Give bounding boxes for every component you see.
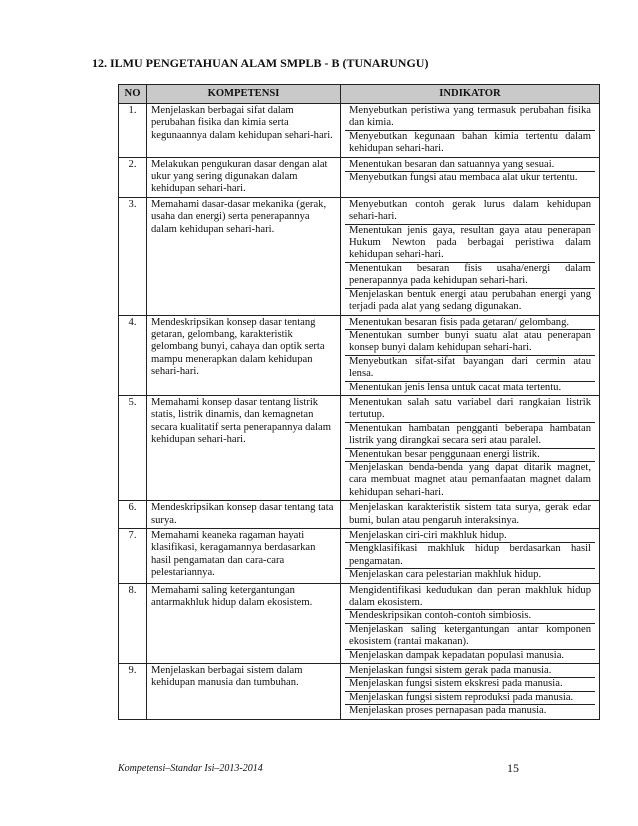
indikator-cell (341, 583, 600, 663)
section-heading: 12. ILMU PENGETAHUAN ALAM SMPLB - B (TUNARUNGU) (92, 56, 429, 70)
row-number: 9. (119, 664, 147, 720)
page-number: 15 (507, 761, 519, 775)
table-row (119, 529, 600, 584)
indikator-item: Menjelaskan ciri-ciri makhluk hidup. (345, 530, 595, 543)
kompetensi-cell: Menjelaskan berbagai sifat dalam perubahan fisika dan kimia serta kegunaannya dalam kehidupan sehari-hari. (147, 104, 341, 158)
row-number: 6. (119, 501, 147, 529)
indikator-item: Menjelaskan fungsi sistem ekskresi pada manusia. (345, 678, 595, 691)
kompetensi-cell: Mendeskripsikan konsep dasar tentang getaran, gelombang, karakteristik gelombang bunyi, cahaya dan optik serta mampu menerapkan dalam kehidupan sehari-hari. (147, 315, 341, 395)
indikator-item: Menjelaskan karakteristik sistem tata surya, gerak edar bumi, bulan atau pengaruh interaksinya. (349, 502, 591, 526)
indikator-item: Menjelaskan bentuk energi atau perubahan energi yang terjadi pada alat yang sedang digunakan. (349, 288, 591, 313)
indikator-item: Menjelaskan saling ketergantungan antar komponen ekosistem (rantai makanan). (345, 624, 595, 650)
table-header-row (119, 85, 600, 104)
kompetensi-cell: Menjelaskan berbagai sistem dalam kehidupan manusia dan tumbuhan. (147, 664, 341, 720)
indikator-item: Menyebutkan peristiwa yang termasuk perubahan fisika dan kimia. (345, 105, 595, 131)
indikator-item: Menjelaskan fungsi sistem reproduksi pada manusia. (345, 692, 595, 705)
table-row (119, 157, 600, 197)
indikator-cell (341, 501, 600, 529)
indikator-item: Menyebutkan fungsi atau membaca alat ukur tertentu. (349, 172, 578, 184)
indikator-cell (341, 197, 600, 315)
indikator-item: Menyebutkan contoh gerak lurus dalam kehidupan sehari-hari. (345, 199, 595, 225)
indikator-cell (341, 157, 600, 197)
table-row (119, 664, 600, 720)
indikator-item: Menjelaskan benda-benda yang dapat ditarik magnet, cara membuat magnet atau pemanfaatan magnet dalam kehidupan sehari-hari. (349, 461, 591, 498)
indikator-item: Menentukan sumber bunyi suatu alat atau penerapan konsep bunyi dalam kehidupan sehari-hari. (345, 330, 595, 356)
indikator-item: Menentukan salah satu variabel dari rangkaian listrik tertutup. (345, 397, 595, 423)
indikator-item: Menentukan besaran fisis usaha/energi dalam penerapannya pada kehidupan sehari-hari. (345, 263, 595, 289)
indikator-item: Menjelaskan cara pelestarian makhluk hidup. (349, 569, 542, 581)
indikator-item: Menyebutkan sifat-sifat bayangan dari cermin atau lensa. (345, 356, 595, 382)
indikator-item: Menentukan hambatan pengganti beberapa hambatan listrik yang dirangkai secara seri atau paralel. (345, 423, 595, 449)
indikator-item: Menentukan jenis gaya, resultan gaya atau penerapan Hukum Newton pada berbagai peristiwa dalam kehidupan sehari-hari. (345, 225, 595, 263)
kompetensi-cell: Mendeskripsikan konsep dasar tentang tata surya. (147, 501, 341, 529)
indikator-item: Menentukan jenis lensa untuk cacat mata tertentu. (349, 381, 562, 393)
indikator-item: Mengklasifikasi makhluk hidup berdasarkan hasil pengamatan. (345, 543, 595, 569)
table-row (119, 583, 600, 663)
indikator-item: Mengidentifikasi kedudukan dan peran makhluk hidup dalam ekosistem. (345, 585, 595, 611)
indikator-item: Menjelaskan proses pernapasan pada manusia. (349, 705, 547, 717)
row-number: 1. (119, 104, 147, 158)
row-number: 5. (119, 395, 147, 500)
indikator-item: Mendeskripsikan contoh-contoh simbiosis. (345, 610, 595, 623)
indikator-item: Menentukan besaran fisis pada getaran/ gelombang. (345, 317, 595, 330)
kompetensi-cell: Memahami saling ketergantungan antarmakhluk hidup dalam ekosistem. (147, 583, 341, 663)
indikator-cell (341, 664, 600, 720)
competency-table (118, 84, 600, 720)
table-row (119, 315, 600, 395)
kompetensi-cell: Memahami dasar-dasar mekanika (gerak, usaha dan energi) serta penerapannya dalam kehidupan sehari-hari. (147, 197, 341, 315)
row-number: 7. (119, 529, 147, 584)
table-row (119, 104, 600, 158)
row-number: 3. (119, 197, 147, 315)
indikator-item: Menyebutkan kegunaan bahan kimia tertentu dalam kehidupan sehari-hari. (349, 130, 591, 155)
kompetensi-cell: Melakukan pengukuran dasar dengan alat ukur yang sering digunakan dalam kehidupan sehari-hari. (147, 157, 341, 197)
indikator-item: Menjelaskan fungsi sistem gerak pada manusia. (345, 665, 595, 678)
table-row (119, 395, 600, 500)
kompetensi-cell: Memahami keaneka ragaman hayati klasifikasi, keragamannya berdasarkan hasil pengamatan dan cara-cara pelestariannya. (147, 529, 341, 584)
indikator-cell (341, 395, 600, 500)
row-number: 8. (119, 583, 147, 663)
column-header-kompetensi: KOMPETENSI (147, 85, 341, 104)
indikator-cell (341, 104, 600, 158)
table-row (119, 501, 600, 529)
row-number: 4. (119, 315, 147, 395)
row-number: 2. (119, 157, 147, 197)
indikator-item: Menentukan besar penggunaan energi listrik. (345, 449, 595, 462)
footer-document-title: Kompetensi–Standar Isi–2013-2014 (118, 763, 263, 774)
table-row (119, 197, 600, 315)
indikator-item: Menentukan besaran dan satuannya yang sesuai. (345, 159, 595, 172)
indikator-cell (341, 315, 600, 395)
kompetensi-cell: Memahami konsep dasar tentang listrik statis, listrik dinamis, dan kemagnetan secara kualitatif serta penerapannya dalam kehidupan sehari-hari. (147, 395, 341, 500)
indikator-cell (341, 529, 600, 584)
indikator-item: Menjelaskan dampak kepadatan populasi manusia. (349, 649, 565, 661)
column-header-indikator: INDIKATOR (341, 85, 600, 104)
column-header-no: NO (119, 85, 147, 104)
